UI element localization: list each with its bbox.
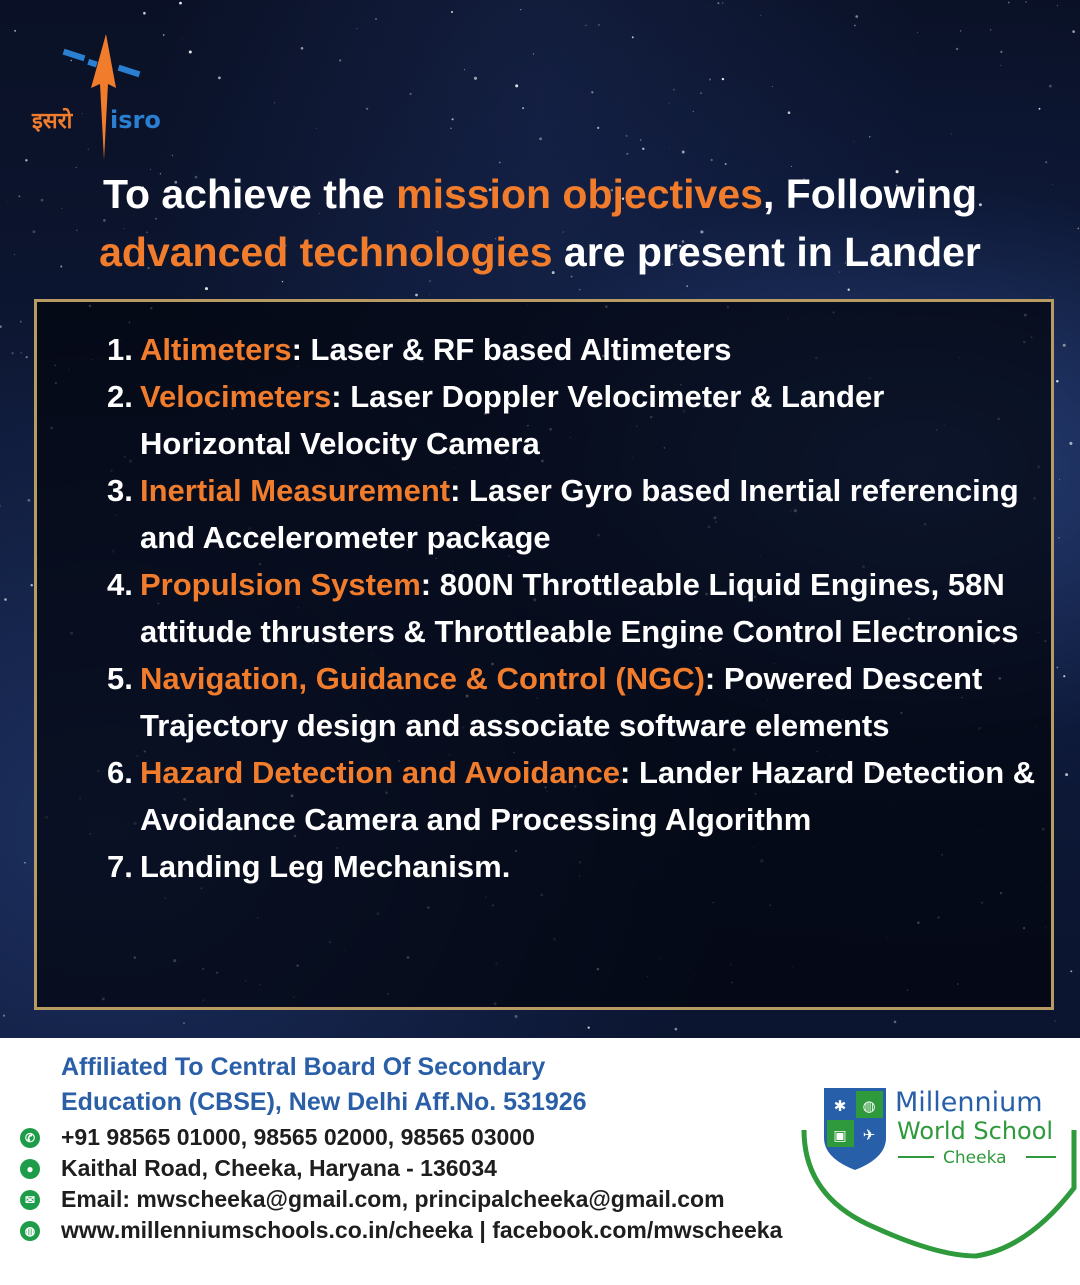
item-name: Inertial Measurement (140, 473, 451, 508)
star (579, 289, 581, 291)
address-row (20, 1153, 497, 1184)
star (515, 84, 518, 87)
technology-item (107, 326, 1042, 373)
school-logo (798, 1078, 1080, 1263)
star (722, 78, 724, 80)
star (632, 36, 634, 38)
star (854, 25, 856, 27)
item-description: : 800N Throttleable Liquid Engines, 58N attitude thrusters & Throttleable Engine Control Electronics (140, 567, 1019, 649)
email-text[interactable]: Email: mwscheeka@gmail.com, principalcheeka@gmail.com (61, 1186, 725, 1212)
svg-text:✱: ✱ (833, 1097, 847, 1115)
star (182, 38, 183, 39)
headline-line-2 (0, 223, 1080, 281)
item-name: Navigation, Guidance & Control (NGC) (140, 661, 705, 696)
item-number: 4. (107, 567, 133, 602)
star (1058, 537, 1060, 539)
star (28, 499, 31, 502)
isro-latin-text: isro (110, 106, 161, 134)
item-number: 2. (107, 379, 133, 414)
phone-icon: ✆ (20, 1128, 40, 1148)
affiliation-line: Affiliated To Central Board Of Secondary (61, 1053, 546, 1081)
item-description: : Laser Gyro based Inertial referencing and Accelerometer package (140, 473, 1019, 555)
school-name-line1: Millennium (895, 1087, 1043, 1118)
star (1001, 65, 1002, 66)
star (464, 69, 465, 70)
star (14, 30, 16, 32)
star (848, 289, 850, 291)
star (183, 1022, 185, 1024)
item-name: Altimeters (140, 332, 292, 367)
technology-item (107, 749, 1042, 843)
star (917, 32, 918, 33)
star (706, 8, 707, 9)
star (669, 148, 670, 149)
star (30, 584, 32, 586)
svg-text:◍: ◍ (862, 1097, 876, 1115)
technology-item (107, 373, 1042, 467)
star (21, 352, 22, 353)
star (855, 15, 858, 18)
star (366, 108, 368, 110)
web-text[interactable]: www.millenniumschools.co.in/cheeka | facebook.com/mwscheeka (61, 1217, 783, 1243)
star (20, 321, 22, 323)
star (586, 25, 587, 26)
star (452, 118, 454, 120)
star (951, 134, 952, 135)
star (1055, 1020, 1056, 1021)
item-name: Hazard Detection and Avoidance (140, 755, 621, 790)
star (669, 103, 670, 104)
affiliation-line: Education (CBSE), New Delhi Aff.No. 531926 (61, 1088, 587, 1116)
star (415, 294, 418, 297)
star (626, 153, 628, 155)
star (357, 28, 358, 29)
star (1063, 675, 1065, 677)
star (515, 1015, 518, 1018)
star (24, 862, 25, 863)
star (709, 79, 711, 81)
star (4, 598, 7, 601)
star (591, 91, 593, 93)
headline-text: To achieve the (102, 171, 397, 217)
email-icon: ✉ (20, 1190, 40, 1210)
star (853, 141, 854, 142)
headline-line-1 (0, 165, 1080, 223)
star (626, 135, 628, 137)
star (640, 139, 641, 140)
star (179, 2, 182, 5)
star (1065, 773, 1068, 776)
phone-text[interactable]: +91 98565 01000, 98565 02000, 98565 03000 (61, 1124, 535, 1150)
email-row (20, 1184, 725, 1215)
star (301, 47, 304, 50)
star (1056, 380, 1058, 382)
star (894, 1021, 897, 1024)
star (520, 9, 521, 10)
svg-text:✈: ✈ (862, 1126, 876, 1144)
headline-accent: mission objectives (396, 171, 763, 217)
star (375, 18, 376, 19)
star (0, 325, 2, 327)
star (1000, 51, 1002, 53)
star (539, 137, 542, 140)
star (682, 151, 685, 154)
item-description: Landing Leg Mechanism. (140, 849, 511, 884)
footer (0, 1038, 1080, 1285)
item-number: 3. (107, 473, 133, 508)
star (760, 15, 761, 16)
star (0, 505, 1, 507)
star (189, 50, 192, 53)
school-name-line2: World School (897, 1117, 1054, 1145)
affiliation-text (61, 1050, 681, 1120)
item-description: : Lander Hazard Detection & Avoidance Camera and Processing Algorithm (140, 755, 1036, 837)
star (597, 127, 599, 129)
star (675, 1028, 678, 1031)
isro-logo (28, 30, 178, 165)
svg-text:▣: ▣ (833, 1128, 847, 1144)
item-number: 6. (107, 755, 133, 790)
star (522, 107, 524, 109)
technology-item (107, 561, 1042, 655)
technology-item (107, 843, 1042, 890)
star (450, 128, 451, 129)
star (274, 103, 275, 104)
isro-hindi-text: इसरो (32, 109, 73, 134)
star (143, 12, 146, 15)
address-text: Kaithal Road, Cheeka, Haryana - 136034 (61, 1155, 497, 1181)
technologies-panel (34, 299, 1054, 1010)
item-description: : Powered Descent Trajectory design and associate software elements (140, 661, 983, 743)
item-number: 5. (107, 661, 133, 696)
star (717, 2, 719, 4)
technology-item (107, 467, 1042, 561)
star (282, 281, 283, 282)
star (686, 285, 688, 287)
star (788, 111, 791, 114)
item-number: 7. (107, 849, 133, 884)
star (410, 93, 412, 95)
star (26, 356, 28, 358)
star (474, 77, 477, 80)
item-description: : Laser & RF based Altimeters (291, 332, 732, 367)
star (710, 159, 712, 161)
item-number: 1. (107, 332, 133, 367)
globe-icon: ◍ (20, 1221, 40, 1241)
star (1008, 2, 1010, 4)
star (429, 294, 430, 295)
star (1057, 5, 1058, 6)
star (960, 30, 961, 31)
school-location: Cheeka (943, 1148, 1007, 1168)
web-row (20, 1215, 782, 1246)
star (11, 352, 13, 354)
star (318, 1036, 319, 1037)
star (772, 86, 773, 87)
star (673, 89, 675, 91)
star (642, 148, 644, 150)
star (1045, 161, 1047, 163)
star (693, 111, 694, 112)
headline (0, 165, 1080, 281)
star (316, 128, 317, 129)
item-name: Velocimeters (140, 379, 332, 414)
star (1063, 344, 1066, 347)
star (1069, 442, 1072, 445)
star (205, 287, 208, 290)
star (700, 92, 702, 94)
star (1059, 479, 1060, 480)
technology-list (107, 326, 1042, 890)
star (499, 162, 501, 164)
star (339, 59, 341, 61)
star (1056, 667, 1058, 669)
star (1049, 85, 1052, 88)
headline-text: , Following (762, 171, 978, 217)
star (218, 77, 221, 80)
phone-row (20, 1122, 535, 1153)
item-name: Propulsion System (140, 567, 421, 602)
location-pin-icon: ● (20, 1159, 40, 1179)
star (3, 1014, 5, 1016)
headline-text: are present in Lander (552, 229, 981, 275)
star (1072, 30, 1075, 33)
item-description: : Laser Doppler Velocimeter & Lander Horizontal Velocity Camera (140, 379, 885, 461)
star (1050, 296, 1051, 297)
technology-item (107, 655, 1042, 749)
star (451, 11, 453, 13)
star (1070, 970, 1072, 972)
star (1025, 1, 1026, 2)
star (598, 24, 599, 25)
star (722, 2, 723, 3)
star (990, 29, 991, 30)
star (956, 48, 958, 50)
star (533, 53, 534, 54)
star (1039, 108, 1041, 110)
headline-accent: advanced technologies (99, 229, 553, 275)
star (869, 136, 871, 138)
star (588, 1026, 590, 1028)
